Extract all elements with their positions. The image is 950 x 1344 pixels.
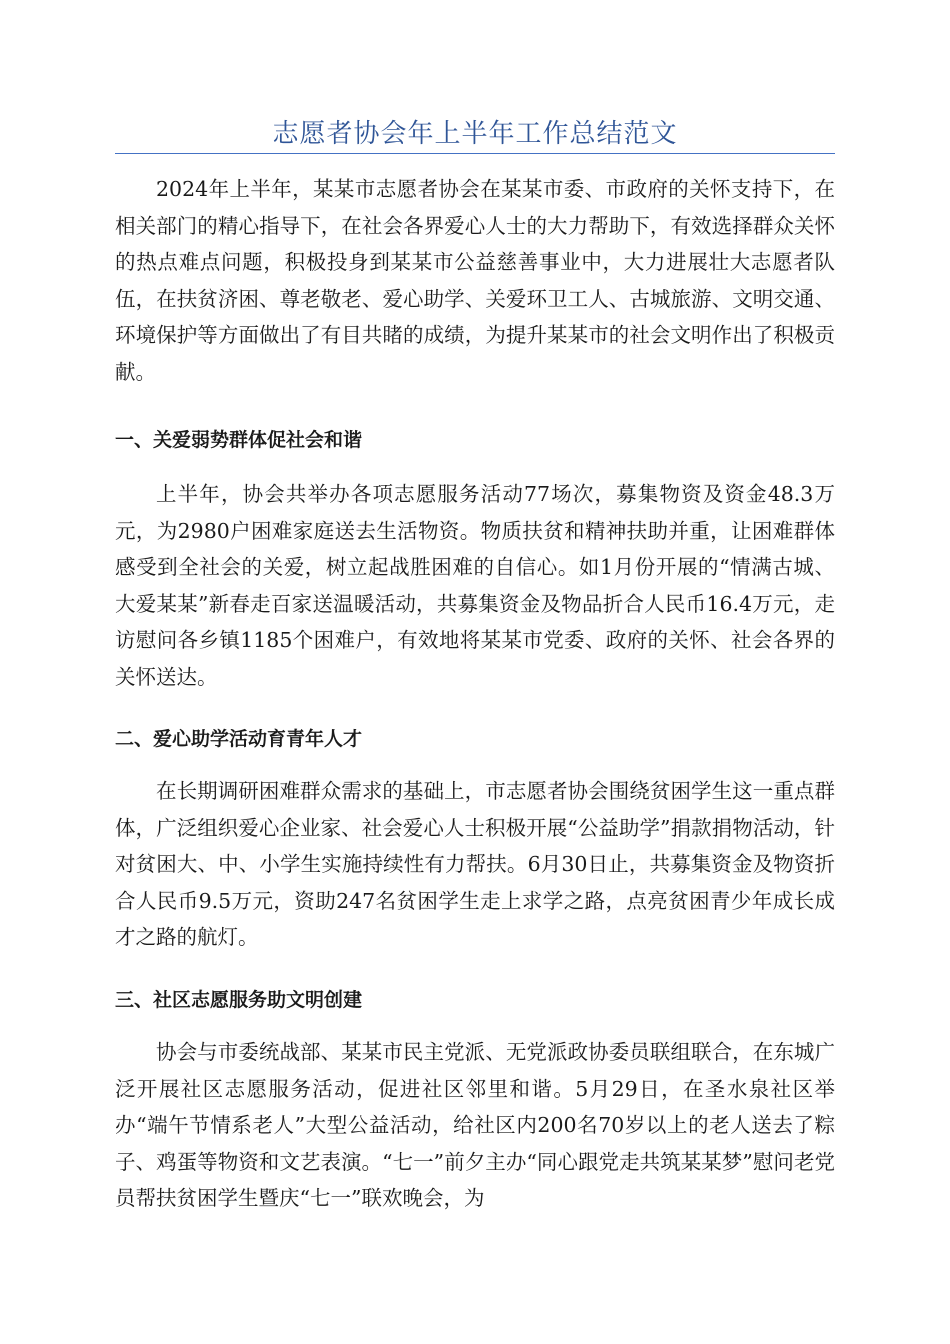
intro-paragraph: 2024年上半年，某某市志愿者协会在某某市委、市政府的关怀支持下，在相关部门的精心指导下，在社会各界爱心人士的大力帮助下，有效选择群众关怀的热点难点问题，积极投身到某某市公益慈善事业中，大力进展壮大志愿者队伍，在扶贫济困、尊老敬老、爱心助学、关爱环卫工人、古城旅游、文明交通、环境保护等方面做出了有目共睹的成绩，为提升某某市的社会文明作出了积极贡献。 [115, 177, 835, 384]
section-1-paragraph: 上半年，协会共举办各项志愿服务活动77场次，募集物资及资金48.3万元，为2980户困难家庭送去生活物资。物质扶贫和精神扶助并重，让困难群体感受到全社会的关爱，树立起战胜困难的自信心。如1月份开展的“情满古城、大爱某某”新春走百家送温暖活动，共募集资金及物品折合人民币16.4万元，走访慰问各乡镇1185个困难户，有效地将某某市党委、政府的关怀、社会各界的关怀送达。 [115, 482, 835, 689]
document-title: 志愿者协会年上半年工作总结范文 [272, 119, 678, 149]
section-3-paragraph: 协会与市委统战部、某某市民主党派、无党派政协委员联组联合，在东城广泛开展社区志愿服务活动，促进社区邻里和谐。5月29日，在圣水泉社区举办“端午节情系老人”大型公益活动，给社区内200名70岁以上的老人送去了粽子、鸡蛋等物资和文艺表演。“七一”前夕主办“同心跟党走共筑某某梦”慰问老党员帮扶贫困学生暨庆“七一”联欢晚会，为 [115, 1040, 835, 1210]
section-1-heading: 一、关爱弱势群体促社会和谐 [115, 429, 363, 451]
section-2-heading: 二、爱心助学活动育青年人才 [115, 728, 363, 750]
section-2-paragraph: 在长期调研困难群众需求的基础上，市志愿者协会围绕贫困学生这一重点群体，广泛组织爱心企业家、社会爱心人士积极开展“公益助学”捐款捐物活动，针对贫困大、中、小学生实施持续性有力帮扶。6月30日止，共募集资金及物资折合人民币9.5万元，资助247名贫困学生走上求学之路，点亮贫困青少年成长成才之路的航灯。 [115, 779, 835, 949]
title-underline [115, 153, 835, 154]
section-3-heading: 三、社区志愿服务助文明创建 [115, 989, 363, 1011]
